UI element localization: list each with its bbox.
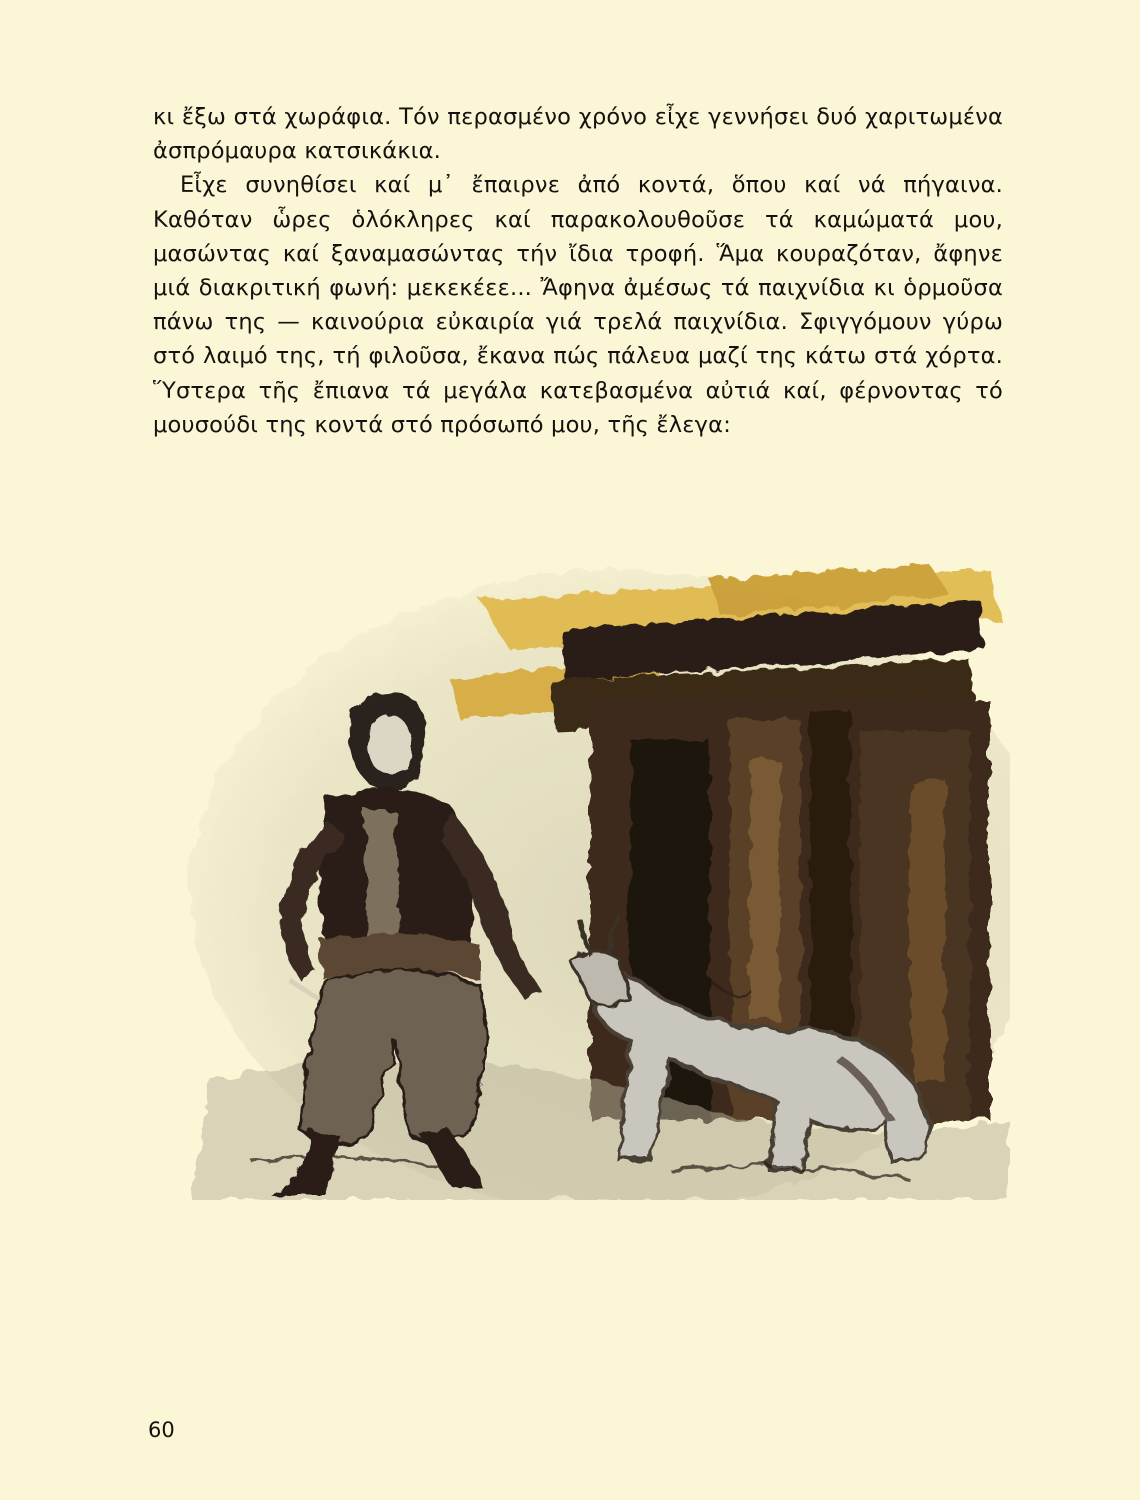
body-text — [153, 100, 1003, 442]
paragraph-2: Εἶχε συνηθίσει καί μ᾿ ἔπαιρνε ἀπό κοντά, ὅπου καί νά πήγαινα. Καθόταν ὧρες ὁλόκληρες καί παρακολουθοῦσε τά καμώματά μου, μασώντας καί ξαναμασώντας τήν ἴδια τροφή. Ἅμα κουραζόταν, ἄφηνε μιά διακριτική φωνή: μεκεκέεε... Ἄφηνα ἀμέσως τά παιχνίδια κι ὁρμοῦσα πάνω της — καινούρια εὐκαιρία γιά τρελά παιχνίδια. Σφιγγόμουν γύρω στό λαιμό της, τή φιλοῦσα, ἔκανα πώς πάλευα μαζί της κάτω στά χόρτα. Ὕστερα τῆς ἔπιανα τά μεγάλα κατεβασμένα αὐτιά καί, φέρνοντας τό μουσούδι της κοντά στό πρόσωπό μου, τῆς ἔλεγα: — [153, 172, 1003, 438]
page-number: 60 — [148, 1418, 175, 1442]
illustration-man-with-goat — [150, 560, 1010, 1200]
paragraph-1: κι ἔξω στά χωράφια. Τόν περασμένο χρόνο εἶχε γεννήσει δυό χαριτωμένα ἀσπρόμαυρα κατσικάκια. — [153, 104, 1003, 165]
